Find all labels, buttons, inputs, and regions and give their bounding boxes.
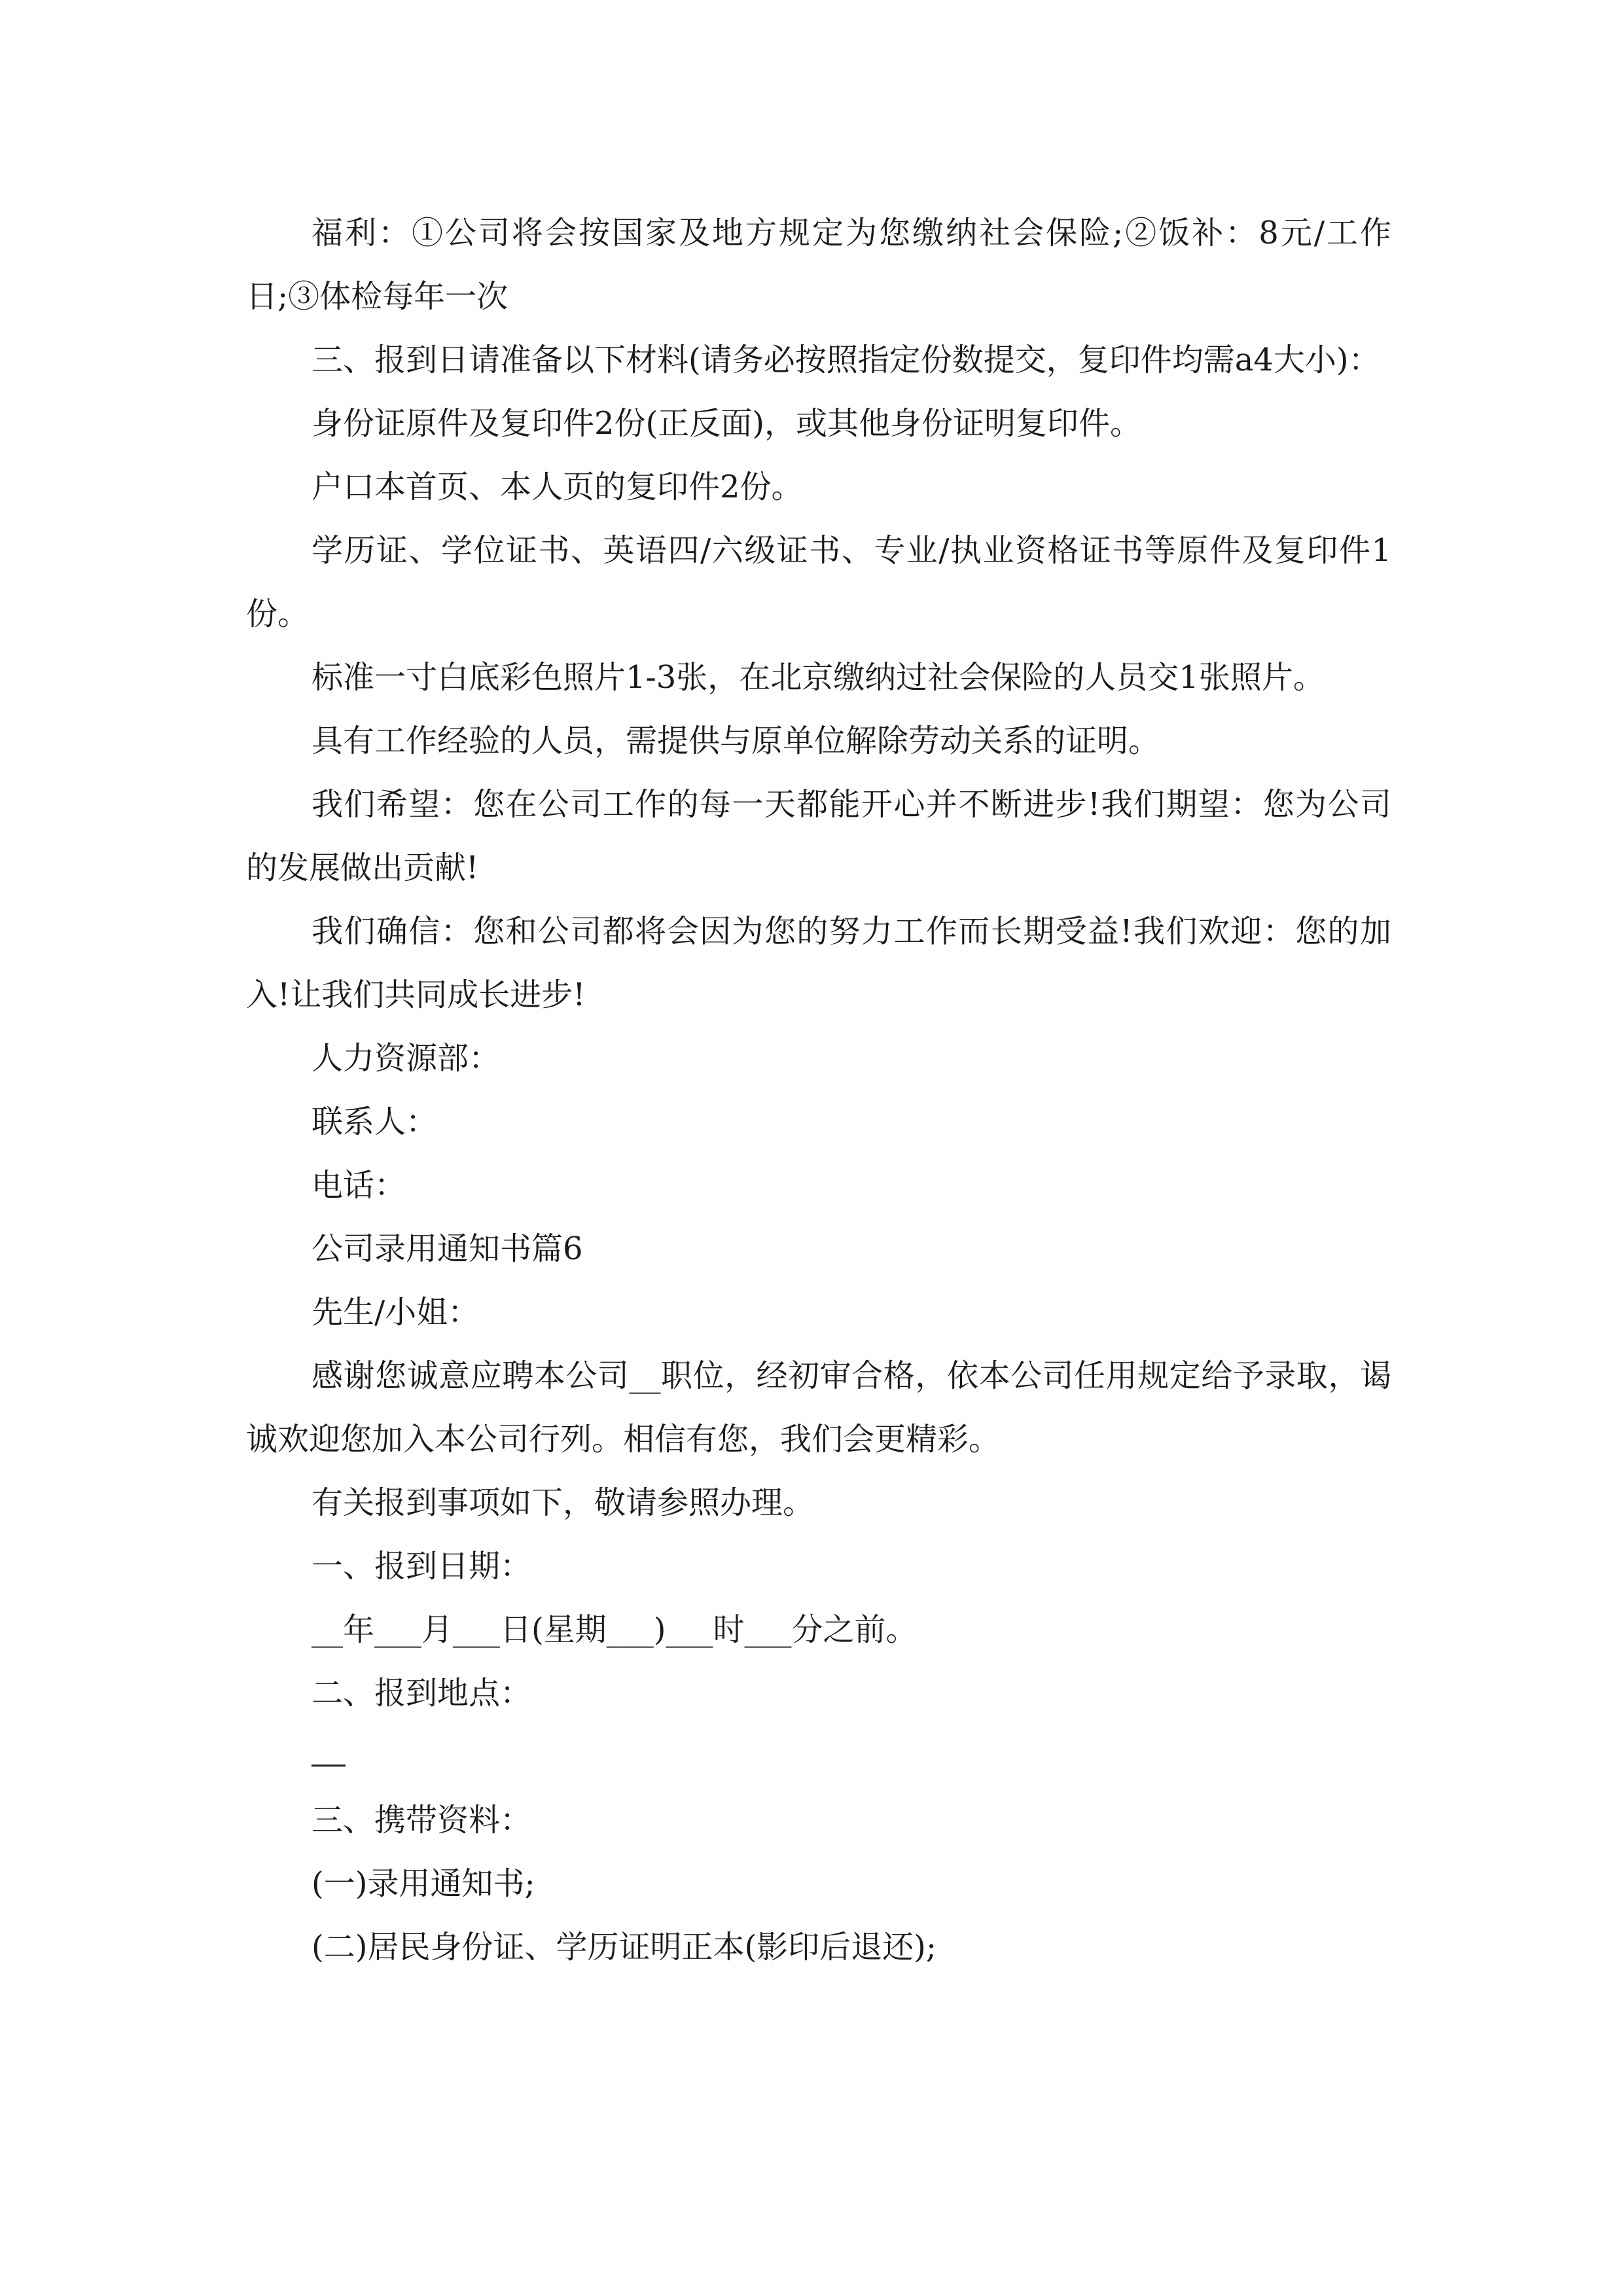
paragraph-id-card: 身份证原件及复印件2份(正反面)，或其他身份证明复印件。 [312, 405, 1141, 442]
paragraph-confidence: 我们确信：您和公司都将会因为您的努力工作而长期受益!我们欢迎：您的加入!让我们共同成长进步! [246, 913, 1391, 1013]
paragraph-photos: 标准一寸白底彩色照片1-3张，在北京缴纳过社会保险的人员交1张照片。 [312, 659, 1325, 696]
paragraph-id-education-item: (二)居民身份证、学历证明正本(影印后退还); [312, 1929, 937, 1965]
paragraph-report-date-blanks: __年___月___日(星期___)___时___分之前。 [312, 1611, 918, 1648]
section-title-notice-6: 公司录用通知书篇6 [312, 1230, 583, 1267]
paragraph-work-experience: 具有工作经验的人员，需提供与原单位解除劳动关系的证明。 [312, 723, 1160, 759]
paragraph-salutation: 先生/小姐： [312, 1294, 480, 1331]
paragraph-thanks: 感谢您诚意应聘本公司__职位，经初审合格，依本公司任用规定给予录取，谒诚欢迎您加入本公司行列。相信有您，我们会更精彩。 [246, 1357, 1391, 1458]
paragraph-contact-person: 联系人： [312, 1103, 438, 1140]
location-underline [312, 1725, 346, 1767]
paragraph-household-register: 户口本首页、本人页的复印件2份。 [312, 469, 803, 505]
paragraph-materials-to-bring-heading: 三、携带资料： [312, 1802, 532, 1839]
paragraph-certificates: 学历证、学位证书、英语四/六级证书、专业/执业资格证书等原件及复印件1份。 [246, 532, 1391, 632]
blank-location-line [246, 1725, 1391, 1789]
paragraph-hope: 我们希望：您在公司工作的每一天都能开心并不断进步!我们期望：您为公司的发展做出贡献! [246, 786, 1391, 886]
paragraph-offer-letter-item: (一)录用通知书; [312, 1865, 535, 1902]
paragraph-hr-department: 人力资源部： [312, 1040, 501, 1077]
paragraph-report-location-heading: 二、报到地点： [312, 1675, 532, 1712]
document-page [246, 202, 1391, 1979]
paragraph-report-date-heading: 一、报到日期： [312, 1548, 532, 1585]
paragraph-welfare: 福利：①公司将会按国家及地方规定为您缴纳社会保险;②饭补：8元/工作日;③体检每年一次 [246, 215, 1391, 315]
paragraph-report-matters: 有关报到事项如下，敬请参照办理。 [312, 1484, 815, 1521]
paragraph-phone: 电话： [312, 1167, 406, 1204]
paragraph-materials-heading: 三、报到日请准备以下材料(请务必按照指定份数提交，复印件均需a4大小)： [312, 342, 1380, 378]
